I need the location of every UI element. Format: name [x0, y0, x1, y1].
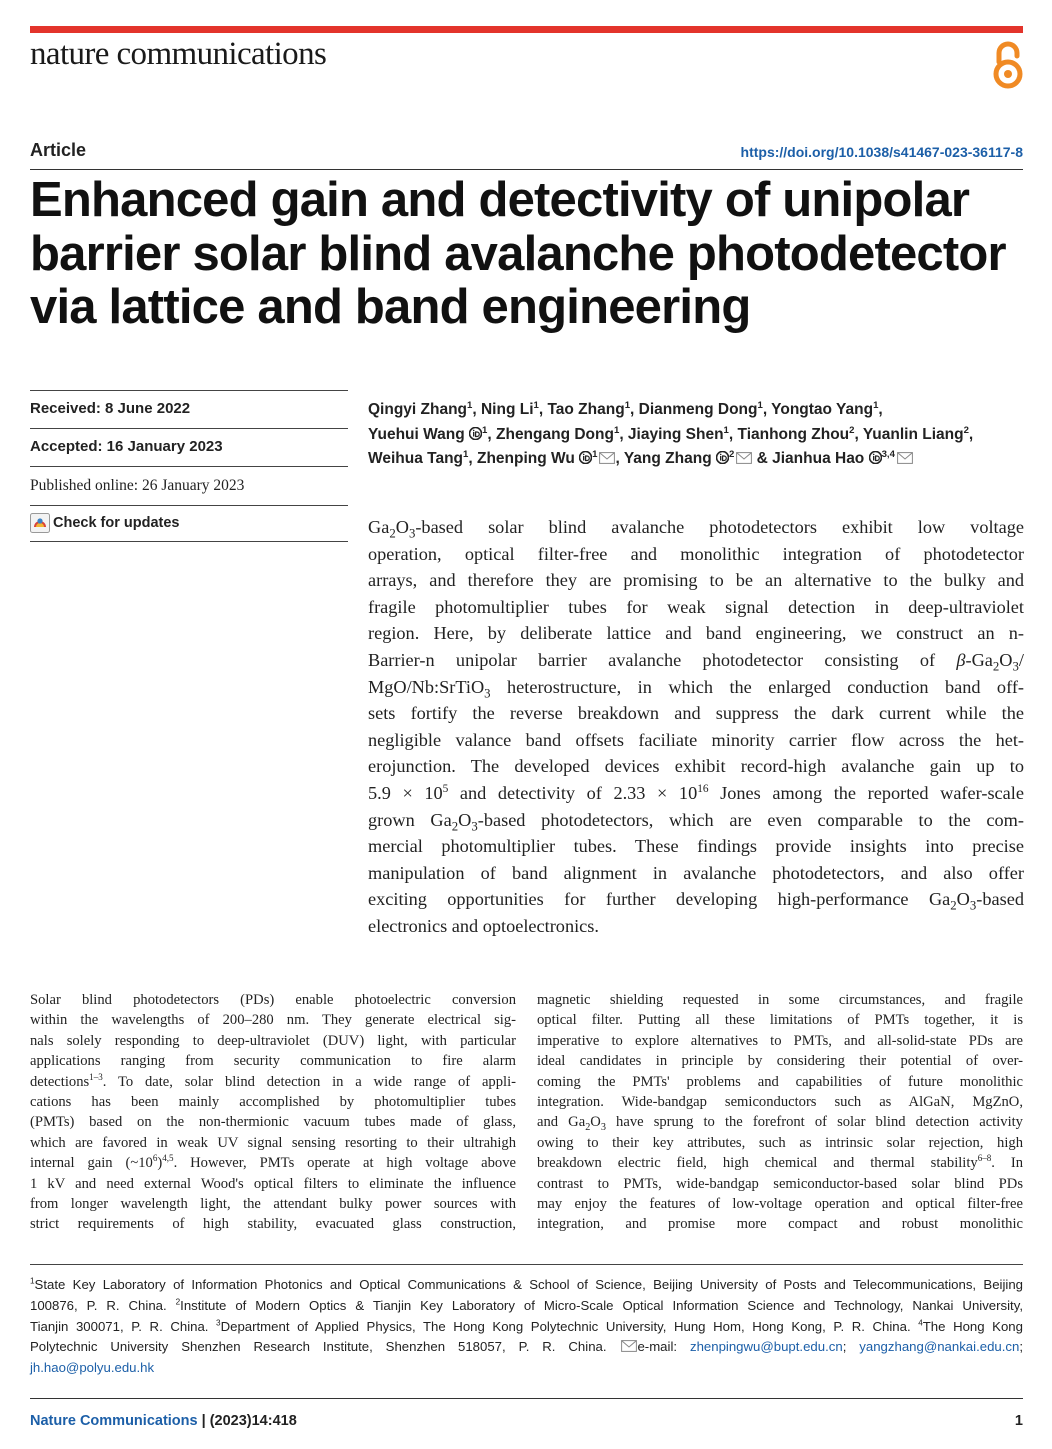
title-line: via lattice and band engineering — [30, 280, 751, 334]
sidebar-divider — [30, 390, 348, 391]
email-link[interactable]: zhenpingwu@bupt.edu.cn — [689, 1339, 843, 1355]
footer-citation — [30, 1413, 297, 1429]
orcid-icon[interactable] — [469, 427, 482, 440]
body-column-right: magnetic shielding requested in some circumstances, and fragile optical filter. Putting all these limitations of PMTs together, it is imperative to explore alternatives to PMTs, and all-solid-state PDs are ideal candidates in principle by considering their potential of over- coming the PMTs' problems and capabilities of future monolithic integration. Wide-bandgap semiconductors such as AlGaN, MgZnO, and $Ga_2O_3$ have sprung to the forefront of solar blind detection activity owing to their key attributes, such as intrinsic solar rejection, high breakdown electric field, high chemical and thermal stability$^{6-8}$. In contrast to PMTs, wide-bandgap semiconductor-based solar blind PDs may enjoy the features of low-voltage operation and optical filter-free integration, and promise more compact and robust monolithic — [537, 992, 1023, 1233]
affiliations: $^1$State Key Laboratory of Information Photonics and Optical Communications & School of Science, Beijing University of Posts and Telecommunications, Beijing 100876, P. R. China. $^2$Institute of Modern Optics & Tianjin Key Laboratory of Micro-Scale Optical Information Science and Technology, Nankai University, Tianjin 300071, P. R. China. $^3$Department of Applied Physics, The Hong Kong Polytechnic University, Hung Hom, Hong Kong, P. R. China. $^4$The Hong Kong Polytechnic University Shenzhen Research Institute, Shenzhen 518057, P. R. China. e-mail: zhenpingwu@bupt.edu.cn; yangzhang@nankai.edu.cn; jh.hao@polyu.edu.hk — [30, 1276, 1024, 1376]
email-link[interactable]: jh.hao@polyu.edu.hk — [30, 1360, 155, 1376]
article-type-label: Article — [30, 140, 87, 160]
footnote-divider — [30, 1264, 1023, 1265]
mail-icon[interactable] — [599, 452, 615, 464]
orcid-icon[interactable] — [716, 451, 729, 464]
abstract: $Ga_2O_3$-based solar blind avalanche photodetectors exhibit low voltage operation, optical filter-free and monolithic integration of photodetector arrays, and therefore they are promising to be an alternative to the bulky and fragile photomultiplier tubes for weak signal detection in deep-ultraviolet region. Here, by deliberate lattice and band engineering, we construct an n- Barrier-n unipolar barrier avalanche photodetector consisting of $\beta-Ga_2O_3/$ MgO/Nb:SrTiO$_3$ heterostructure, in which the enlarged conduction band off- sets fortify the reverse breakdown and suppress the dark current while the negligible valance band offsets faciliate minority carrier flow across the het- erojunction. The developed devices exhibit record-high avalanche gain up to $5.9 \times 10^5$ and detectivity of $2.33 \times 10^{16}$ Jones among the reported wafer-scale grown $Ga_2O_3$-based photodetectors, which are even comparable to the com- mercial photomultiplier tubes. These findings provide insights into precise manipulation of band alignment in avalanche photodetectors, and also offer exciting opportunities for further developing high-performance $Ga_2O_3$-based electronics and optoelectronics. — [368, 517, 1024, 936]
orcid-icon[interactable] — [579, 451, 592, 464]
sidebar-divider — [30, 428, 348, 429]
orcid-icon[interactable] — [869, 451, 882, 464]
sidebar-divider — [30, 505, 348, 506]
header-accent-bar — [30, 26, 1023, 33]
mail-icon[interactable] — [736, 452, 752, 464]
article-title — [30, 174, 1030, 335]
mail-icon[interactable] — [897, 452, 913, 464]
author-list: Qingyi Zhang$^1$, Ning Li$^1$, Tao Zhang$^1$, Dianmeng Dong$^1$, Yongtao Yang$^1$, Yuehui Wang $^1$, Zhengang Dong$^1$, Jiaying Shen$^1$, Tianhong Zhou$^2$, Yuanlin Liang$^2$, Weihua Tang$^1$, Zhenping Wu $^1$ , Yang Zhang $^2$ & Jianhua Hao $^{3,4}$ — [368, 399, 974, 467]
email-label: e-mail: — [637, 1339, 690, 1355]
accepted-date: Accepted: 16 January 2023 — [30, 438, 223, 455]
journal-name: nature communications — [30, 36, 327, 72]
page-number: 1 — [1014, 1413, 1023, 1429]
published-date: Published online: 26 January 2023 — [30, 477, 245, 494]
check-updates-button[interactable] — [30, 513, 180, 533]
header-divider — [30, 169, 1023, 170]
check-updates-label: Check for updates — [53, 514, 180, 531]
footer-divider — [30, 1398, 1023, 1399]
check-updates-icon — [30, 513, 50, 533]
received-date: Received: 8 June 2022 — [30, 400, 191, 417]
body-column-left: Solar blind photodetectors (PDs) enable photoelectric conversion within the wavelengths of 200–280 nm. They generate electrical sig- nals solely responding to deep-ultraviolet (DUV) light, with particular applications ranging from security communication to fire alarm detections$^{1-3}$. To date, solar blind detection in a wide range of appli- cations has been mainly accomplished by photomultiplier tubes (PMTs) based on the non-thermionic vacuum tubes made of glass, which are favored in weak UV signal sensing resorting to their ultrahigh internal gain $(\sim 10^6)^{4,5}$. However, PMTs operate at high voltage above 1 kV and need external Wood's optical filters to eliminate the influence from longer wavelength light, the attendant bulky power sources with strict requirements of high stability, evacuated glass construction, — [30, 992, 516, 1233]
footer-journal[interactable]: Nature Communications — [30, 1413, 198, 1429]
open-access-icon — [990, 40, 1026, 90]
email-link[interactable]: yangzhang@nankai.edu.cn — [859, 1339, 1020, 1355]
doi-link[interactable]: https://doi.org/10.1038/s41467-023-36117-8 — [740, 144, 1023, 160]
title-line: Enhanced gain and detectivity of unipolar — [30, 173, 970, 227]
footer-volume: | (2023)14:418 — [197, 1413, 297, 1429]
mail-icon — [621, 1340, 637, 1352]
sidebar-divider — [30, 541, 348, 542]
sidebar-divider — [30, 466, 348, 467]
title-line: barrier solar blind avalanche photodetector — [30, 226, 1006, 281]
